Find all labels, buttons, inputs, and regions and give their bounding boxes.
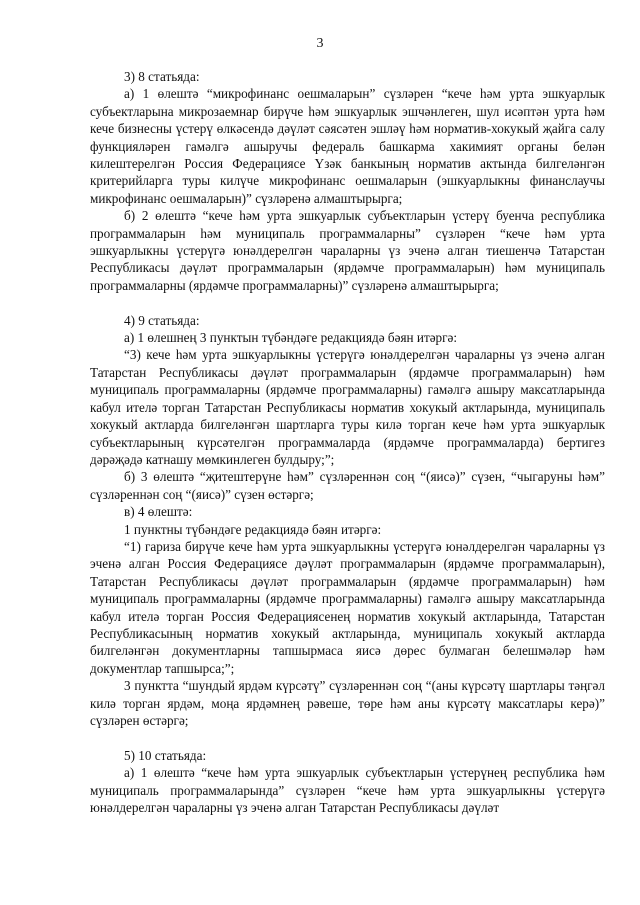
- paragraph: 3 пунктта “шундый ярдәм күрсәтү” сүзләреннән соң “(аны күрсәтү шартлары тәңгәл килә торган ярдәм, моңа ярдәмнең рәвеше, төре һәм аны күрсәтү максатлары керә)” сүзләрен өстәргә;: [90, 678, 605, 729]
- paragraph: 1 пунктны түбәндәге редакциядә бәян итәргә:: [124, 521, 382, 537]
- paragraph-gap: [90, 294, 605, 311]
- document-body: [90, 68, 605, 816]
- paragraph: а) 1 өлештә “кече һәм урта эшкуарлык субъектларын үстерүнең республика һәм муниципаль программаларында” сүзләрен “кече һәм урта эшкуарлыкны үстерүгә юнәлдерелгән чараларны үз эченә алган Татарстан Республикасы дәүләт: [90, 765, 605, 816]
- paragraph: а) 1 өлешнең 3 пунктын түбәндәге редакциядә бәян итәргә:: [124, 330, 458, 346]
- paragraph: а) 1 өлештә “микрофинанс оешмаларын” сүзләрен “кече һәм урта эшкуарлык субъектларына микрозаемнар бирүче һәм эшкуарлык эшчәнлеген, шул исәптән урта һәм кече бизнесны үстерү өлкәсендә дәүләт сәясәтен эшләү һәм норматив-хокукый җайга салу функцияләрен гамәлгә ашыручы федераль башкарма хакимият органы белән килештерелгән Россия Федерациясе Үзәк банкының норматив актында билгеләнгән критерийларга туры килүче микрофинанс оешмаларын (эшкуарлыкны финанслаучы микрофинанс оешмаларын)” сүзләренә алмаштырырга;: [90, 86, 605, 206]
- paragraph: 4) 9 статьяда:: [124, 312, 200, 328]
- paragraph-gap: [90, 729, 605, 746]
- page-number: 3: [316, 36, 324, 51]
- paragraph: 5) 10 статьяда:: [124, 747, 207, 763]
- paragraph: б) 3 өлештә “җитештерүне һәм” сүзләреннән соң “(яисә)” сүзен, “чыгаруны һәм” сүзләреннән соң “(яисә)” сүзен өстәргә;: [90, 469, 605, 502]
- paragraph: б) 2 өлештә “кече һәм урта эшкуарлык субъектларын үстерү буенча республика программаларын һәм муниципаль программаларны” сүзләрен “кече һәм урта эшкуарлыкны үстерүгә юнәлдерелгән чараларны үз эченә алган тиешенчә Татарстан Республикасы дәүләт программаларын (ярдәмче программаларын) һәм муниципаль программаларны (ярдәмче программаларны)” сүзләренә алмаштырырга;: [90, 208, 605, 293]
- paragraph: “1) гариза бирүче кече һәм урта эшкуарлыкны үстерүгә юнәлдерелгән чараларны үз эченә алган Россия Федерациясе дәүләт программаларын (ярдәмче программаларын), Татарстан Республикасы дәүләт программаларын (ярдәмче программаларын) һәм муниципаль программаларны (ярдәмче программаларны) гамәлгә ашыру максатларында кабул ителә торган Россия Федерациясенең норматив хокукый актларында, Татарстан Республикасының норматив хокукый актларында, муниципаль хокукый актларда билгеләнгән документларны тапшырмаса яисә дөрес булмаган белешмәләр һәм документлар тапшырса;”;: [90, 538, 605, 676]
- paragraph: в) 4 өлештә:: [124, 504, 193, 520]
- paragraph: “3) кече һәм урта эшкуарлыкны үстерүгә юнәлдерелгән чараларны үз эченә алган Татарстан Республикасы дәүләт программаларын (ярдәмче программаларын) һәм муниципаль программаларны (ярдәмче программаларны) гамәлгә ашыру максатларында кабул ителә торган Татарстан Республикасы норматив хокукый актларында, муниципаль хокукый актларда билгеләнгән шартларга туры килә торган кече һәм урта эшкуарлык субъектларының күрсәтелгән программаларда (ярдәмче программаларда) бертигез дәрәҗәдә катнашу мөмкинлеген булдыру;”;: [90, 347, 605, 467]
- paragraph: 3) 8 статьяда:: [124, 69, 200, 84]
